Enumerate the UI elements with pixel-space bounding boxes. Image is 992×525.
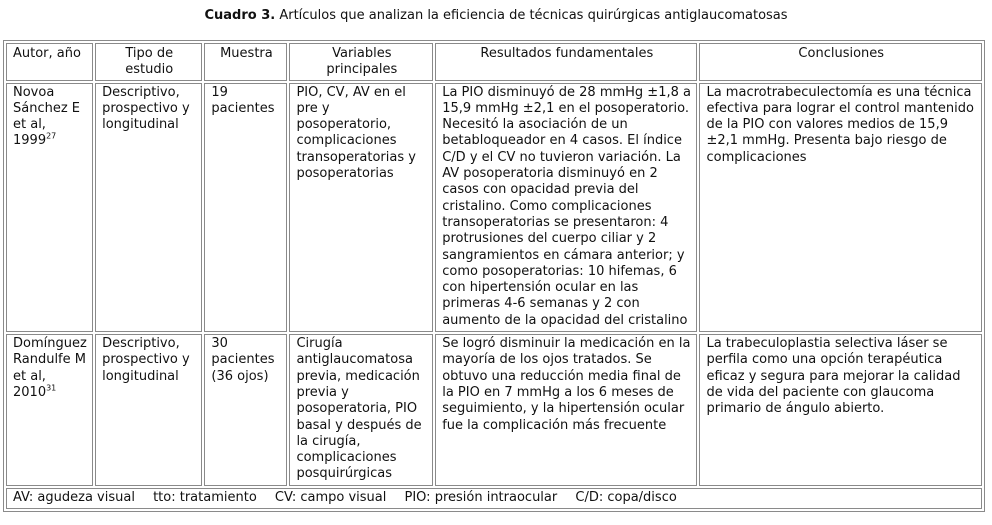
author-reference: 31 [46,383,57,393]
author-reference: 27 [46,132,57,142]
footnote-cd: C/D: copa/disco [575,489,677,505]
footnote-tto: tto: tratamiento [153,489,257,505]
author-name: Novoa Sánchez E et al, 1999 [13,84,81,149]
header-conclusions: Conclusiones [699,43,982,81]
cell-study-type: Descriptivo, prospectivo y longitudinal [95,83,202,332]
cell-sample: 19 pacientes [204,83,287,332]
caption-label: Cuadro 3. [204,8,276,23]
cell-results: Se logró disminuir la medicación en la mayoría de los ojos tratados. Se obtuvo una reducción media final de la PIO en 7 mmHg a los 6 meses de seguimiento, y la hipertensión ocular fue la complicación más frecuente [435,334,697,486]
articles-table [3,40,985,512]
footnote [6,488,982,509]
author-name: Domínguez Randulfe M et al, 2010 [13,336,87,400]
footnote-row [6,488,982,509]
footnote-cv: CV: campo visual [274,489,387,505]
table-caption [0,8,992,24]
header-variables: Variables principales [289,43,433,81]
header-row [6,43,982,81]
header-results: Resultados fundamentales [435,43,697,81]
table-row [6,83,982,332]
footnote-pio: PIO: presión intraocular [404,489,558,505]
cell-conclusions: La macrotrabeculectomía es una técnica efectiva para lograr el control mantenido de la PIO con valores medios de 15,9 ±2,1 mmHg. Presenta bajo riesgo de complicaciones [699,83,982,332]
cell-author [6,83,93,332]
cell-conclusions: La trabeculoplastia selectiva láser se perfila como una opción terapéutica eficaz y segura para mejorar la calidad de vida del paciente con glaucoma primario de ángulo abierto. [699,334,982,486]
cell-sample: 30 pacientes (36 ojos) [204,334,287,486]
cell-results: La PIO disminuyó de 28 mmHg ±1,8 a 15,9 mmHg ±2,1 en el posoperatorio. Necesitó la asociación de un betabloqueador en 4 casos. El índice C/D y el CV no tuvieron variación. La AV posoperatoria disminuyó en 2 casos con opacidad previa del cristalino. Como complicaciones transoperatorias se presentaron: 4 protrusiones del cuerpo ciliar y 2 sangramientos en cámara anterior; y como posoperatorias: 10 hifemas, 6 con hipertensión ocular en las primeras 4-6 semanas y 2 con aumento de la opacidad del cristalino [435,83,697,332]
header-study-type: Tipo de estudio [95,43,202,81]
header-author: Autor, año [6,43,93,81]
table-row [6,334,982,486]
cell-variables: Cirugía antiglaucomatosa previa, medicación previa y posoperatoria, PIO basal y después de la cirugía, complicaciones posquirúrgicas [289,334,433,486]
cell-author [6,334,93,486]
header-sample: Muestra [204,43,287,81]
footnote-av: AV: agudeza visual [13,489,135,505]
cell-study-type: Descriptivo, prospectivo y longitudinal [95,334,202,486]
caption-text: Artículos que analizan la eficiencia de técnicas quirúrgicas antiglaucomatosas [275,8,788,23]
cell-variables: PIO, CV, AV en el pre y posoperatorio, complicaciones transoperatorias y posoperatorias [289,83,433,332]
